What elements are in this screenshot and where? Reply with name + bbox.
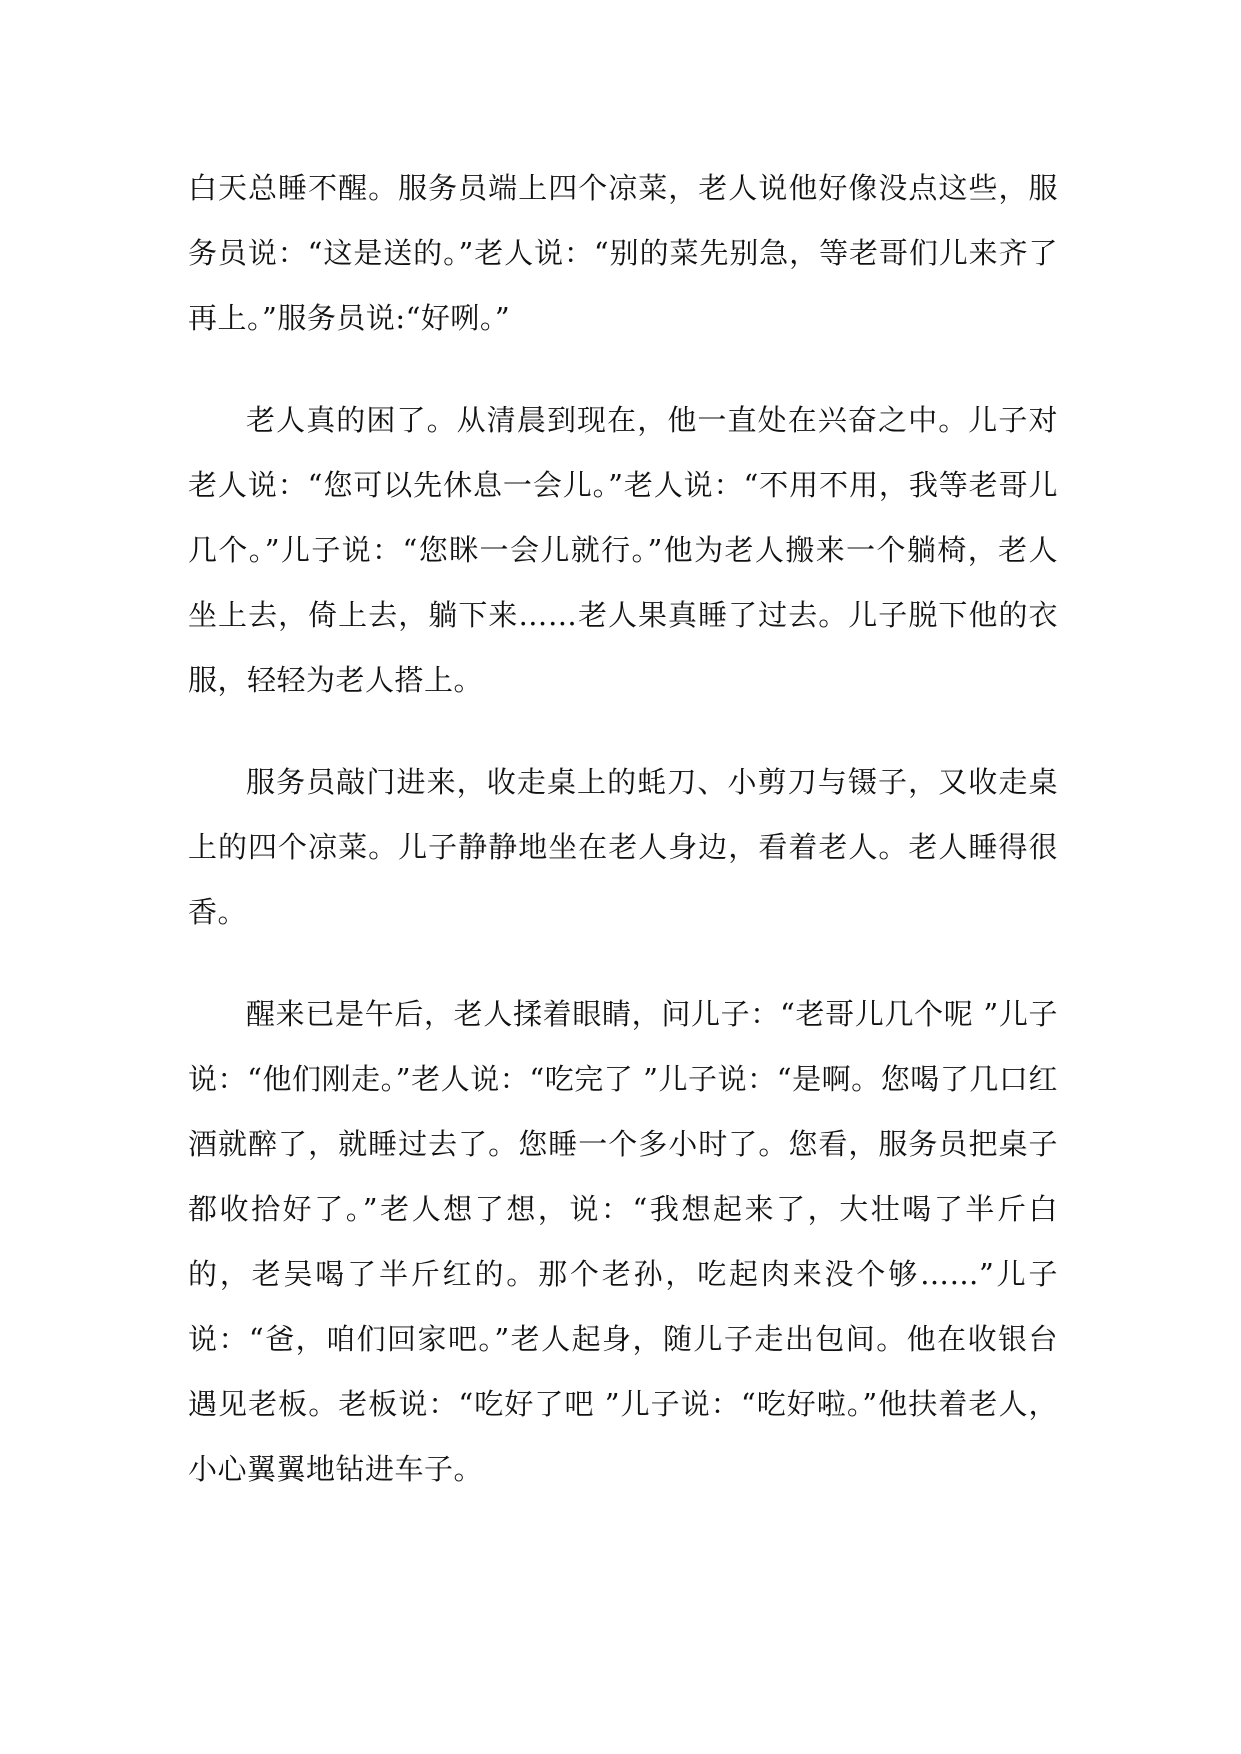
document-body	[188, 156, 1058, 1502]
paragraph-2: 老人真的困了。从清晨到现在，他一直处在兴奋之中。儿子对老人说：“您可以先休息一会儿。”老人说：“不用不用，我等老哥儿几个。”儿子说：“您眯一会儿就行。”他为老人搬来一个躺椅，老人坐上去，倚上去，躺下来……老人果真睡了过去。儿子脱下他的衣服，轻轻为老人搭上。	[188, 403, 1058, 697]
paragraph-3: 服务员敲门进来，收走桌上的蚝刀、小剪刀与镊子，又收走桌上的四个凉菜。儿子静静地坐在老人身边，看着老人。老人睡得很香。	[188, 765, 1058, 929]
paragraph-1: 白天总睡不醒。服务员端上四个凉菜，老人说他好像没点这些，服务员说：“这是送的。”老人说：“别的菜先别急，等老哥们儿来齐了再上。”服务员说:“好咧。”	[188, 171, 1058, 335]
paragraph-4: 醒来已是午后，老人揉着眼睛，问儿子：“老哥儿几个呢 ”儿子说：“他们刚走。”老人说：“吃完了 ”儿子说：“是啊。您喝了几口红酒就醉了，就睡过去了。您睡一个多小时了。您看，服务员把桌子都收拾好了。”老人想了想，说：“我想起来了，大壮喝了半斤白的，老吴喝了半斤红的。那个老孙，吃起肉来没个够……”儿子说：“爸，咱们回家吧。”老人起身，随儿子走出包间。他在收银台遇见老板。老板说：“吃好了吧 ”儿子说：“吃好啦。”他扶着老人，小心翼翼地钻进车子。	[188, 997, 1058, 1486]
